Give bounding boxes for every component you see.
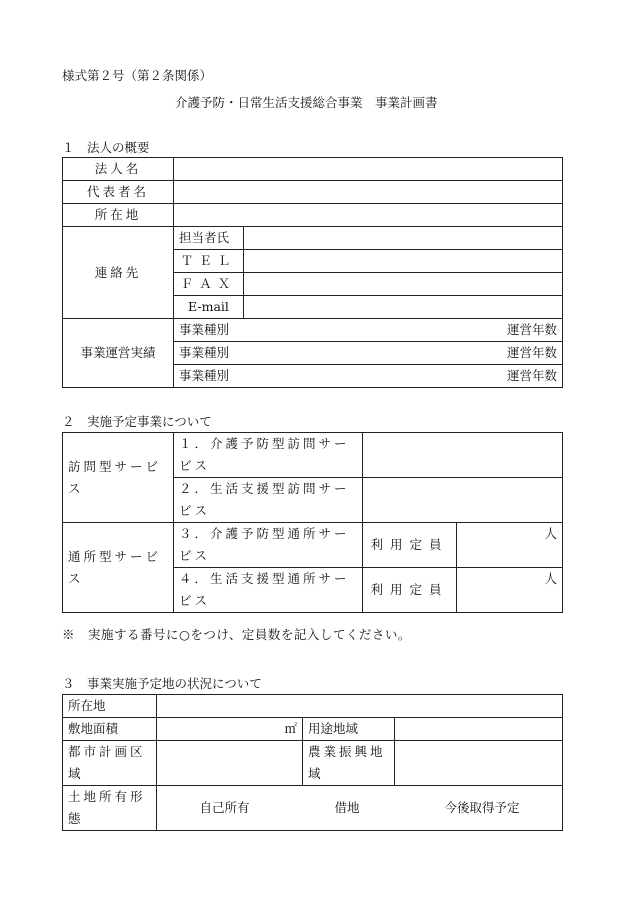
section2-heading: ２ 実施予定事業について <box>62 414 212 429</box>
ownership-lease[interactable]: 借地 <box>334 800 360 815</box>
track-record-row[interactable] <box>174 319 563 342</box>
capacity-field[interactable] <box>457 523 563 568</box>
zoning-label: 用途地域 <box>303 718 395 741</box>
fax-label: ＦＡＸ <box>174 273 244 296</box>
city-planning-field[interactable] <box>157 741 303 786</box>
home-visit-label: 訪問型サービス <box>63 433 174 523</box>
agri-area-field[interactable] <box>395 741 563 786</box>
capacity-field[interactable] <box>457 568 563 613</box>
track-record-row[interactable] <box>174 365 563 388</box>
capacity-label: 利用定員 <box>363 523 457 568</box>
corporation-table <box>62 157 563 388</box>
representative-field[interactable] <box>174 181 563 204</box>
business-type-label: 事業種別 <box>179 368 230 383</box>
email-field[interactable] <box>244 296 563 319</box>
tel-label: ＴＥＬ <box>174 250 244 273</box>
contact-label: 連絡先 <box>63 227 174 319</box>
business-type-label: 事業種別 <box>179 322 230 337</box>
service-3[interactable]: ３．介護予防型通所サービス <box>174 523 363 568</box>
day-service-label: 通所型サービス <box>63 523 174 613</box>
service-1[interactable]: １．介護予防型訪問サービス <box>174 433 363 478</box>
fax-field[interactable] <box>244 273 563 296</box>
page-title: 介護予防・日常生活支援総合事業 事業計画書 <box>175 95 438 110</box>
section1-heading: １ 法人の概要 <box>62 140 150 155</box>
address-label: 所在地 <box>63 204 174 227</box>
business-type-label: 事業種別 <box>179 345 230 360</box>
agri-area-label: 農業振興地域 <box>303 741 395 786</box>
email-label: E-mail <box>174 296 244 319</box>
site-address-field[interactable] <box>157 695 563 718</box>
zoning-field[interactable] <box>395 718 563 741</box>
corp-name-field[interactable] <box>174 158 563 181</box>
address-field[interactable] <box>174 204 563 227</box>
representative-label: 代表者名 <box>63 181 174 204</box>
track-record-row[interactable] <box>174 342 563 365</box>
service-4[interactable]: ４．生活支援型通所サービス <box>174 568 363 613</box>
area-unit: ㎡ <box>284 721 297 736</box>
service-1-field[interactable] <box>363 433 563 478</box>
ownership-options[interactable] <box>157 786 563 831</box>
contact-person-field[interactable] <box>244 227 563 250</box>
service-2[interactable]: ２．生活支援型訪問サービス <box>174 478 363 523</box>
corp-name-label: 法人名 <box>63 158 174 181</box>
capacity-unit: 人 <box>544 526 557 541</box>
years-label: 運営年数 <box>506 345 557 360</box>
ownership-label: 土地所有形態 <box>63 786 157 831</box>
ownership-future[interactable]: 今後取得予定 <box>444 800 520 815</box>
services-table <box>62 432 563 613</box>
years-label: 運営年数 <box>506 368 557 383</box>
capacity-unit: 人 <box>544 571 557 586</box>
site-address-label: 所在地 <box>63 695 157 718</box>
city-planning-label: 都市計画区域 <box>63 741 157 786</box>
note: ※ 実施する番号に○をつけ、定員数を記入してください。 <box>62 627 411 642</box>
site-area-label: 敷地面積 <box>63 718 157 741</box>
contact-person-label: 担当者氏 <box>174 227 244 250</box>
site-table <box>62 694 563 831</box>
capacity-label: 利用定員 <box>363 568 457 613</box>
form-number: 様式第２号（第２条関係） <box>62 68 213 83</box>
service-2-field[interactable] <box>363 478 563 523</box>
site-area-field[interactable] <box>157 718 303 741</box>
section3-heading: ３ 事業実施予定地の状況について <box>62 676 262 691</box>
track-record-label: 事業運営実績 <box>63 319 174 388</box>
years-label: 運営年数 <box>506 322 557 337</box>
tel-field[interactable] <box>244 250 563 273</box>
ownership-own[interactable]: 自己所有 <box>199 800 250 815</box>
